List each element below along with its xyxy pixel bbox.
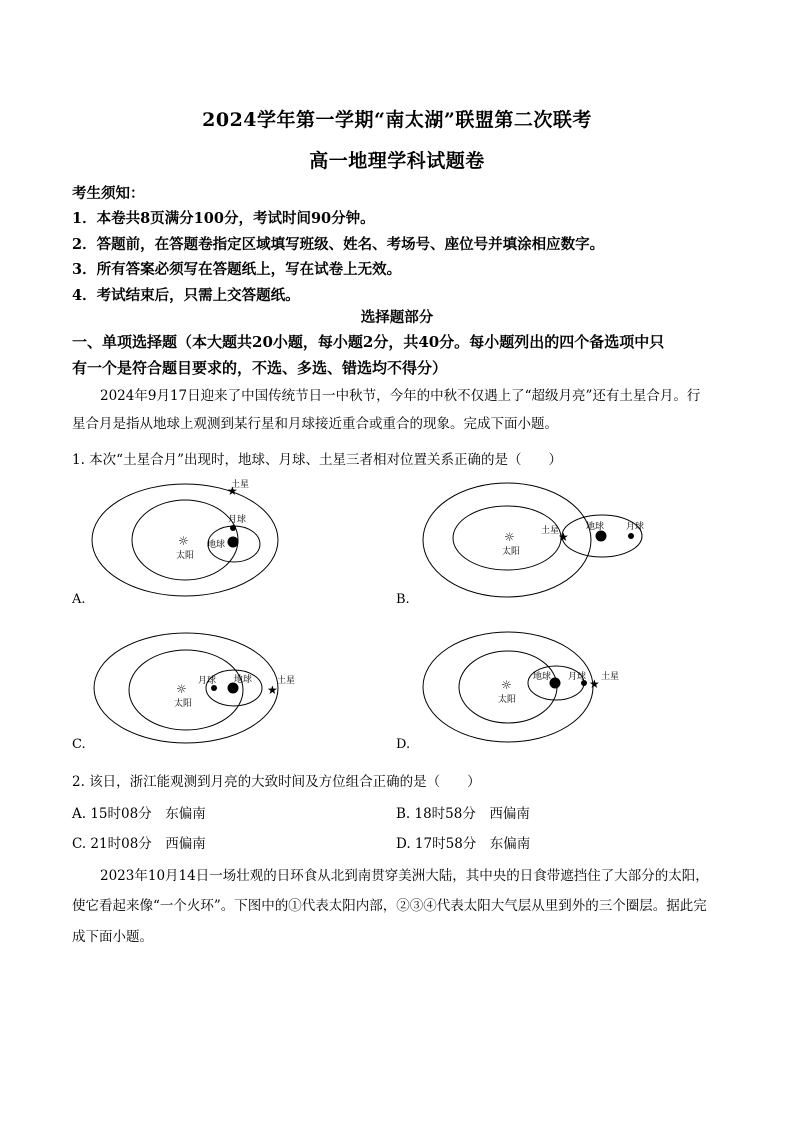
moon-label: 月球 [198, 676, 217, 686]
option-d-label: D. [396, 737, 411, 752]
earth-label: 地球 [533, 672, 552, 682]
saturn-star-icon: ★ [227, 484, 238, 498]
moon-label: 月球 [626, 522, 645, 532]
moon-marker [230, 525, 236, 531]
saturn-star-icon: ★ [267, 683, 278, 697]
sun-label: 太阳 [174, 699, 193, 709]
earth-marker [228, 537, 239, 548]
earth-label: 地球 [234, 675, 253, 685]
saturn-star-icon: ★ [589, 677, 600, 691]
moon-marker [628, 533, 634, 539]
diagram-b [420, 478, 660, 598]
sun-icon: ☼ [501, 678, 512, 692]
q1-stem: 1. 本次“土星合月”出现时，地球、月球、土星三者相对位置关系正确的是（ ） [72, 452, 562, 468]
q2-stem: 2. 该日，浙江能观测到月亮的大致时间及方位组合正确的是（ ） [72, 774, 481, 790]
passage1-line1: 2024年9月17日迎来了中国传统节日一中秋节，今年的中秋不仅遇上了“超级月亮”还有土星合月。行 [100, 388, 701, 404]
q2-option-d: D. 17时58分 东偏南 [396, 836, 531, 852]
q2-option-a: A. 15时08分 东偏南 [72, 806, 206, 822]
q2-option-b: B. 18时58分 西偏南 [396, 806, 530, 822]
notice-heading: 考生须知： [72, 185, 145, 202]
notice-item: 3．所有答案必须写在答题纸上，写在试卷上无效。 [72, 261, 402, 278]
saturn-star-icon: ★ [558, 530, 569, 544]
diagram-a [90, 478, 310, 598]
diagram-d [420, 625, 640, 745]
sun-icon: ☼ [504, 530, 515, 544]
passage2-line2: 使它看起来像“一个火环”。下图中的①代表太阳内部，②③④代表太阳大气层从里到外的三个圈层。据此完 [72, 898, 707, 914]
sun-label: 太阳 [176, 551, 195, 561]
moon-label: 月球 [228, 515, 247, 525]
earth-marker [550, 678, 561, 689]
sun-label: 太阳 [502, 547, 521, 557]
passage2-line3: 成下面小题。 [72, 929, 153, 945]
notice-item: 1．本卷共8页满分100分，考试时间90分钟。 [72, 210, 375, 227]
exam-subtitle: 高一地理学科试题卷 [309, 150, 485, 172]
diagram-c [90, 625, 310, 745]
saturn-label: 土星 [601, 672, 620, 682]
passage1-line2: 星合月是指从地球上观测到某行星和月球接近重合或重合的现象。完成下面小题。 [72, 416, 558, 432]
q2-option-c: C. 21时08分 西偏南 [72, 836, 206, 852]
option-c-label: C. [72, 737, 86, 752]
earth-label: 地球 [207, 540, 226, 550]
saturn-label: 土星 [541, 526, 560, 536]
sun-icon: ☼ [176, 682, 187, 696]
saturn-label: 土星 [277, 676, 296, 686]
part1-instructions-line1: 一、单项选择题（本大题共20小题，每小题2分，共40分。每小题列出的四个备选项中只 [72, 333, 665, 351]
notice-item: 4．考试结束后，只需上交答题纸。 [72, 287, 300, 304]
earth-label: 地球 [586, 522, 605, 532]
option-a-label: A. [72, 592, 86, 607]
section-title: 选择题部分 [360, 309, 434, 326]
part1-instructions-line2: 有一个是符合题目要求的，不选、多选、错选均不得分） [72, 359, 448, 377]
passage2-line1: 2023年10月14日一场壮观的日环食从北到南贯穿美洲大陆，其中央的日食带遮挡住了大部分的太阳， [100, 868, 709, 884]
moon-label: 月球 [568, 672, 587, 682]
exam-title: 2024学年第一学期“南太湖”联盟第二次联考 [202, 109, 592, 131]
earth-marker [596, 531, 607, 542]
saturn-label: 土星 [231, 480, 250, 490]
notice-item: 2．答题前，在答题卷指定区域填写班级、姓名、考场号、座位号并填涂相应数字。 [72, 236, 605, 253]
sun-label: 太阳 [498, 695, 517, 705]
option-b-label: B. [396, 592, 410, 607]
sun-icon: ☼ [178, 534, 189, 548]
